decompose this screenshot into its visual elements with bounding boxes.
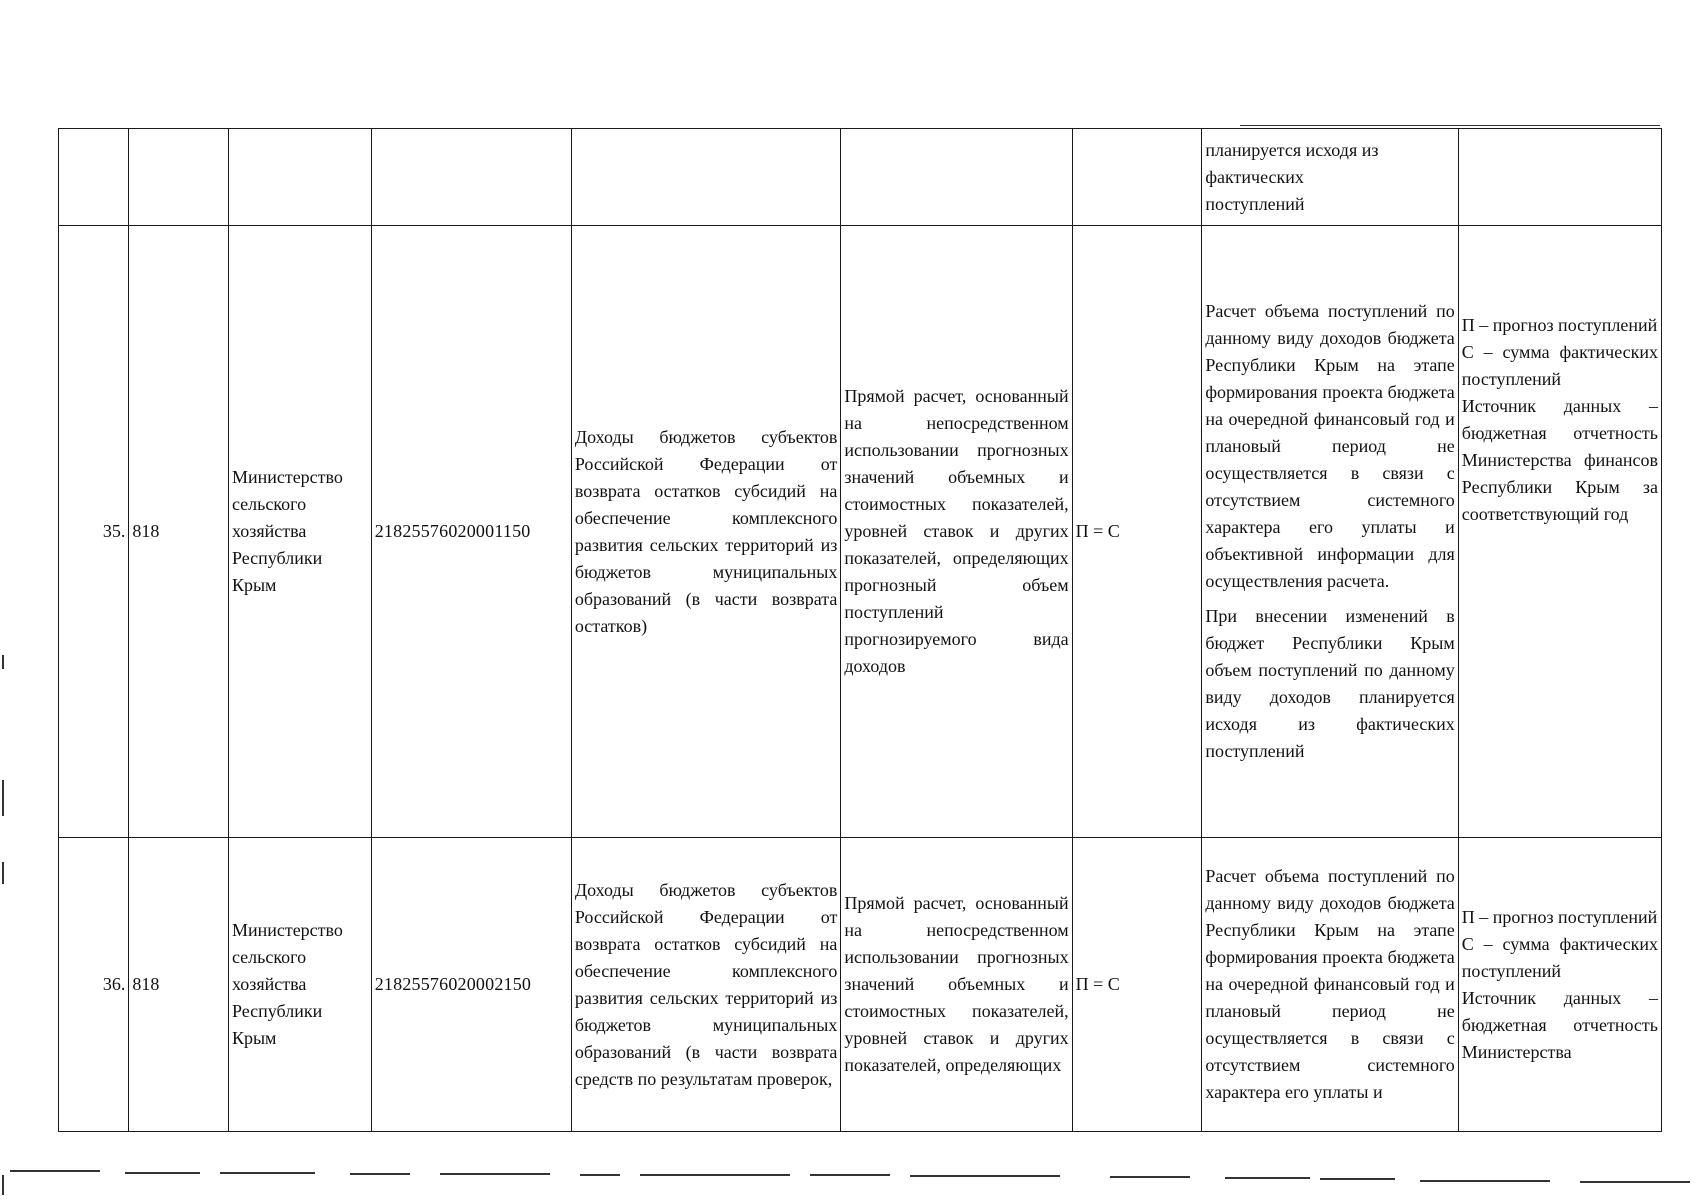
scan-line [810, 1174, 890, 1176]
formula: П = С [1072, 226, 1202, 838]
income-forecast-table [58, 128, 1662, 1132]
scan-line [580, 1174, 620, 1176]
indicators-cell [1458, 226, 1661, 838]
scan-mark [2, 862, 4, 884]
scan-line [1110, 1176, 1190, 1178]
income-name: Доходы бюджетов субъектов Российской Федерации от возврата остатков субсидий на обеспечение комплексного развития сельских территорий из бюджетов муниципальных образований (в части возврата остатков) [571, 226, 841, 838]
admin-code: 818 [129, 838, 229, 1132]
admin-name: Министерство сельского хозяйства Республики Крым [228, 838, 371, 1132]
scan-line [1420, 1180, 1550, 1182]
scan-line [1240, 125, 1660, 126]
formula: П = С [1072, 838, 1202, 1132]
indicator-p: П – прогноз поступлений [1461, 315, 1658, 335]
indicator-source: Источник данных – бюджетная отчетность Министерства [1461, 987, 1658, 1062]
cell-empty [571, 129, 841, 226]
kbk-code: 21825576020002150 [371, 838, 571, 1132]
scan-line [10, 1170, 100, 1172]
scan-mark [2, 1175, 4, 1195]
scan-line [640, 1174, 790, 1176]
scan-line [440, 1173, 550, 1175]
calculation-method: Прямой расчет, основанный на непосредственном использовании прогнозных значений объемных и стоимостных показателей, уровней ставок и других показателей, определяющих прогнозный объем поступлений прогнозируемого вида доходов [841, 226, 1072, 838]
cell-empty [228, 129, 371, 226]
indicator-p: П – прогноз поступлений [1461, 906, 1658, 927]
calculation-method: Прямой расчет, основанный на непосредственном использовании прогнозных значений объемных и стоимостных показателей, уровней ставок и других показателей, определяющих [841, 838, 1072, 1132]
scan-line [910, 1175, 1060, 1177]
kbk-code: 21825576020001150 [371, 226, 571, 838]
description-paragraph: Расчет объема поступлений по данному виду доходов бюджета Республики Крым на этапе формирования проекта бюджета на очередной финансовый год и плановый период не осуществляется в связи с отсутствием системного характера его уплаты и [1205, 866, 1455, 1102]
cell-empty [841, 129, 1072, 226]
description-cell [1202, 838, 1458, 1132]
scan-line [1580, 1181, 1690, 1183]
cell-empty [59, 129, 129, 226]
cell-empty [129, 129, 229, 226]
description-line: планируется исходя из [1205, 139, 1379, 160]
row-number: 35. [59, 226, 129, 838]
scan-line [1320, 1178, 1395, 1180]
admin-name: Министерство сельского хозяйства Республики Крым [228, 226, 371, 838]
indicator-c: С – сумма фактических поступлений [1461, 933, 1658, 981]
scan-line [1225, 1177, 1310, 1179]
cell-empty [1072, 129, 1202, 226]
description-paragraph: Расчет объема поступлений по данному виду доходов бюджета Республики Крым на этапе формирования проекта бюджета на очередной финансовый год и плановый период не осуществляется в связи с отсутствием системного характера его уплаты и объективной информации для осуществления расчета. [1205, 301, 1455, 591]
scan-mark [2, 655, 4, 669]
indicator-c: С – сумма фактических поступлений [1461, 342, 1658, 389]
description-paragraph: При внесении изменений в бюджет Республики Крым объем поступлений по данному виду доходов планируется исходя из фактических поступлений [1205, 606, 1455, 761]
description-line: поступлений [1205, 193, 1305, 214]
admin-code: 818 [129, 226, 229, 838]
indicators-cell [1458, 838, 1661, 1132]
cell-empty [371, 129, 571, 226]
scan-line [350, 1173, 410, 1175]
description-cell [1202, 226, 1458, 838]
income-name: Доходы бюджетов субъектов Российской Федерации от возврата остатков субсидий на обеспечение комплексного развития сельских территорий из бюджетов муниципальных образований (в части возврата средств по результатам проверок, [571, 838, 841, 1132]
indicator-source: Источник данных – бюджетная отчетность Министерства финансов Республики Крым за соответствующий год [1461, 396, 1658, 524]
scan-line [220, 1172, 315, 1174]
scan-line [125, 1172, 200, 1174]
description-line: фактических [1205, 166, 1304, 187]
table-row [59, 226, 1662, 838]
description-cell [1202, 129, 1458, 226]
table-row [59, 838, 1662, 1132]
scan-mark [2, 780, 4, 816]
table-row-continuation [59, 129, 1662, 226]
row-number: 36. [59, 838, 129, 1132]
cell-empty [1458, 129, 1661, 226]
